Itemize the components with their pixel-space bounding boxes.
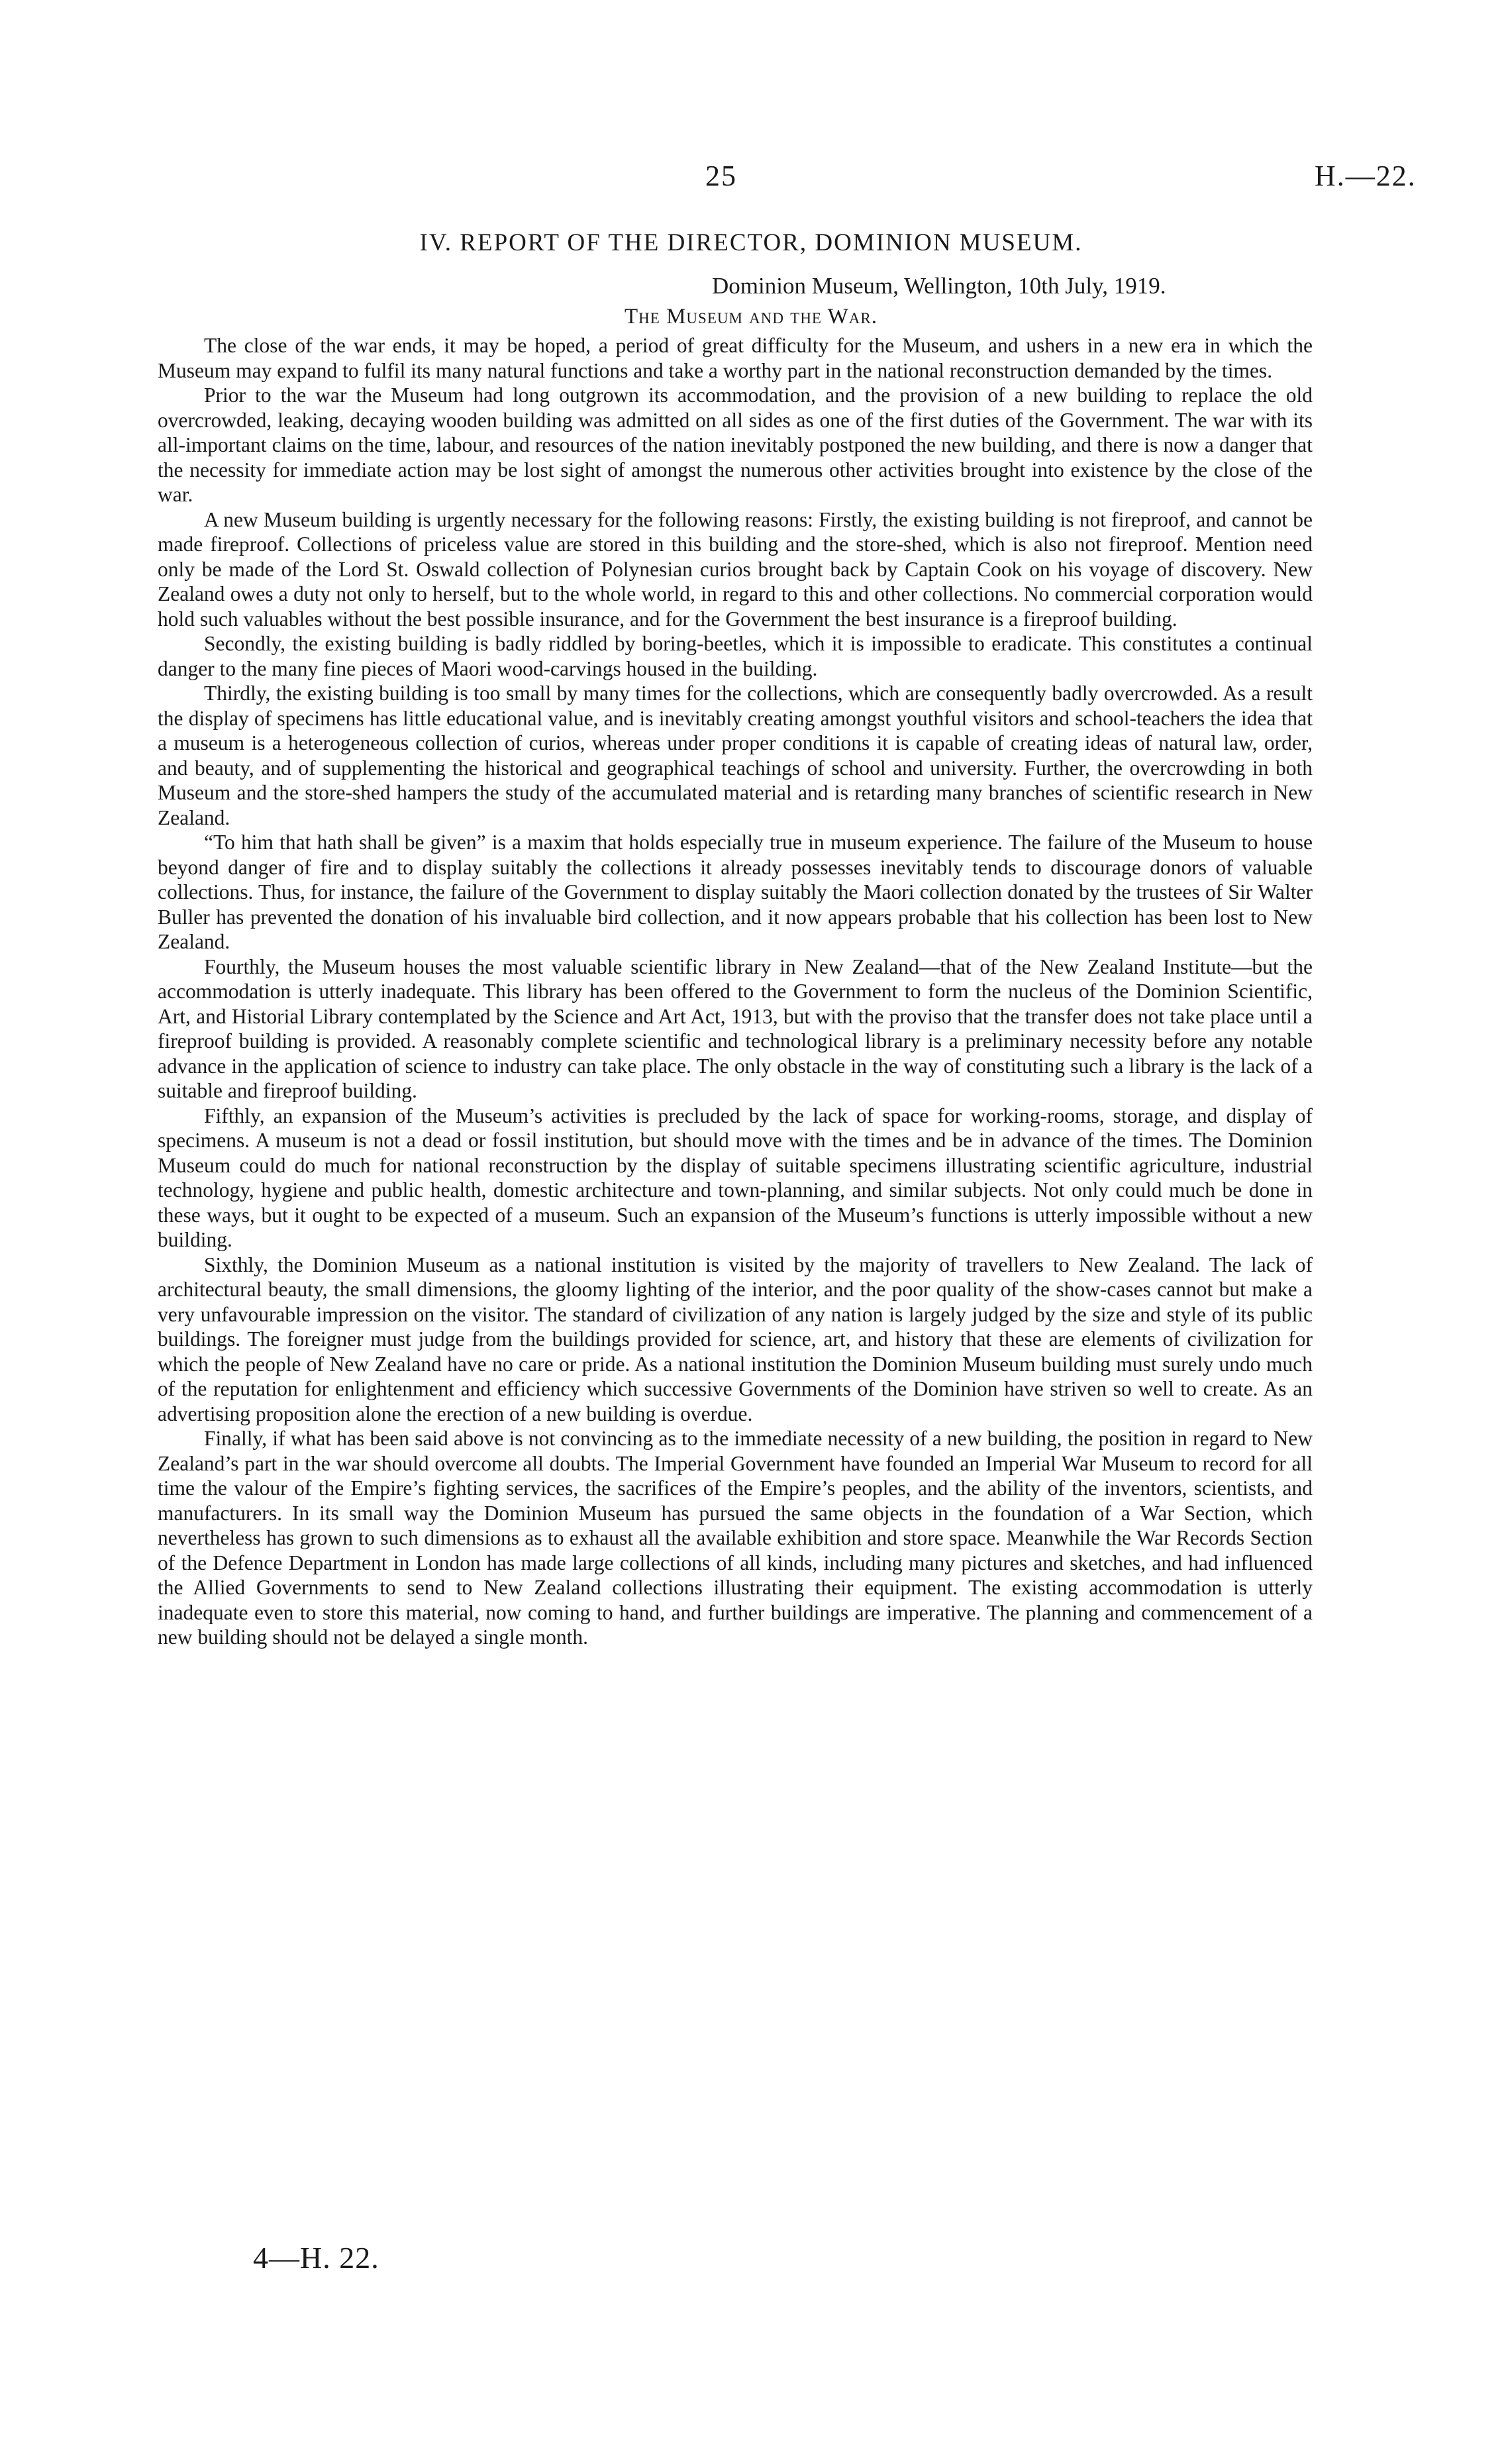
paragraph-fourthly: Fourthly, the Museum houses the most valuable scientific library in New Zealand—that of the New Zealand Institute—but the accommodation is utterly inadequate. This library has been offered to the Government to form the nucleus of the Dominion Scientific, Art, and Historial Library contemplated by the Science and Art Act, 1913, but with the proviso that the transfer does not take place until a fireproof building is provided. A reasonably complete scientific and technological library is a preliminary necessity before any notable advance in the application of science to industry can take place. The only obstacle in the way of constituting such a library is the lack of a suitable and fireproof building. bbox=[158, 954, 1313, 1102]
document-reference: H.—22. bbox=[1315, 160, 1417, 192]
paragraph-finally: Finally, if what has been said above is not convincing as to the immediate necessity of a new building, the position in regard to New Zealand’s part in the war should overcome all doubts. The Imperial Government have founded an Imperial War Museum to record for all time the valour of the Empire’s fighting services, the sacrifices of the Empire’s peoples, and the ability of the inventors, scientists, and manufacturers. In its small way the Dominion Museum has pursued the same objects in the foundation of a War Section, which nevertheless has grown to such dimensions as to exhaust all the available exhibition and store space. Meanwhile the War Records Section of the Defence Department in London has made large collections of all kinds, including many pictures and sketches, and had influenced the Allied Governments to send to New Zealand collections illustrating their equipment. The existing accommodation is utterly inadequate even to store this material, now coming to hand, and further buildings are imperative. The planning and commencement of a new building should not be delayed a single month. bbox=[158, 1427, 1313, 1649]
paragraph-sixthly: Sixthly, the Dominion Museum as a national institution is visited by the majority of travellers to New Zealand. The lack of architectural beauty, the small dimensions, the gloomy lighting of the interior, and the poor quality of the show-cases cannot but make a very unfavourable impression on the visitor. The standard of civilization of any nation is largely judged by the size and style of its public buildings. The foreigner must judge from the buildings provided for science, art, and history that these are elements of civilization for which the people of New Zealand have no care or pride. As a national institution the Dominion Museum building must surely undo much of the reputation for enlightenment and efficiency which successive Governments of the Dominion have striven so well to create. As an advertising proposition alone the erection of a new building is overdue. bbox=[158, 1253, 1313, 1425]
section-heading: The Museum and the War. bbox=[625, 305, 877, 329]
report-body bbox=[158, 333, 1313, 1650]
paragraph-prior-to-war: Prior to the war the Museum had long outgrown its accommodation, and the provision of a new building to replace the old overcrowded, leaking, decaying wooden building was admitted on all sides as one of the first duties of the Government. The war with its all-important claims on the time, labour, and resources of the nation inevitably postponed the new building, and there is now a danger that the necessity for immediate action may be lost sight of amongst the numerous other activities brought into existence by the close of the war. bbox=[158, 384, 1313, 506]
paragraph-firstly: A new Museum building is urgently necessary for the following reasons: Firstly, the existing building is not fireproof, and cannot be made fireproof. Collections of priceless value are stored in this building and the store-shed, which is also not fireproof. Mention need only be made of the Lord St. Oswald collection of Polynesian curios brought back by Captain Cook on his voyage of discovery. New Zealand owes a duty not only to herself, but to the whole world, in regard to this and other collections. No commercial corporation would hold such valuables without the best possible insurance, and for the Government the best insurance is a fireproof building. bbox=[158, 507, 1313, 631]
page-number: 25 bbox=[705, 160, 737, 192]
paragraph-maxim: “To him that hath shall be given” is a maxim that holds especially true in museum experience. The failure of the Museum to house beyond danger of fire and to display suitably the collections it already possesses inevitably tends to discourage donors of valuable collections. Thus, for instance, the failure of the Government to display suitably the Maori collection donated by the trustees of Sir Walter Buller has prevented the donation of his invaluable bird collection, and it now appears probable that his collection has been lost to New Zealand. bbox=[158, 831, 1313, 953]
dateline: Dominion Museum, Wellington, 10th July, 1919. bbox=[712, 273, 1166, 299]
report-title: IV. REPORT OF THE DIRECTOR, DOMINION MUSEUM. bbox=[419, 229, 1083, 256]
paragraph-secondly: Secondly, the existing building is badly riddled by boring-beetles, which it is impossible to eradicate. This constitutes a continual danger to the many fine pieces of Maori wood-carvings housed in the building. bbox=[158, 632, 1313, 680]
paragraph-introduction: The close of the war ends, it may be hoped, a period of great difficulty for the Museum, and ushers in a new era in which the Museum may expand to fulfil its many natural functions and take a worthy part in the national reconstruction demanded by the times. bbox=[158, 334, 1313, 382]
paragraph-thirdly: Thirdly, the existing building is too small by many times for the collections, which are consequently badly overcrowded. As a result the display of specimens has little educational value, and is inevitably creating amongst youthful visitors and school-teachers the idea that a museum is a heterogeneous collection of curios, whereas under proper conditions it is capable of creating ideas of natural law, order, and beauty, and of supplementing the historical and geographical teachings of school and university. Further, the overcrowding in both Museum and the store-shed hampers the study of the accumulated material and is retarding many branches of scientific research in New Zealand. bbox=[158, 682, 1313, 829]
paragraph-fifthly: Fifthly, an expansion of the Museum’s activities is precluded by the lack of space for working-rooms, storage, and display of specimens. A museum is not a dead or fossil institution, but should move with the times and be in advance of the times. The Dominion Museum could do much for national reconstruction by the display of suitable specimens illustrating scientific agriculture, industrial technology, hygiene and public health, domestic architecture and town-planning, and similar subjects. Not only could much be done in these ways, but it ought to be expected of a museum. Such an expansion of the Museum’s functions is utterly impossible without a new building. bbox=[158, 1104, 1313, 1251]
footer-reference: 4—H. 22. bbox=[253, 2241, 379, 2275]
